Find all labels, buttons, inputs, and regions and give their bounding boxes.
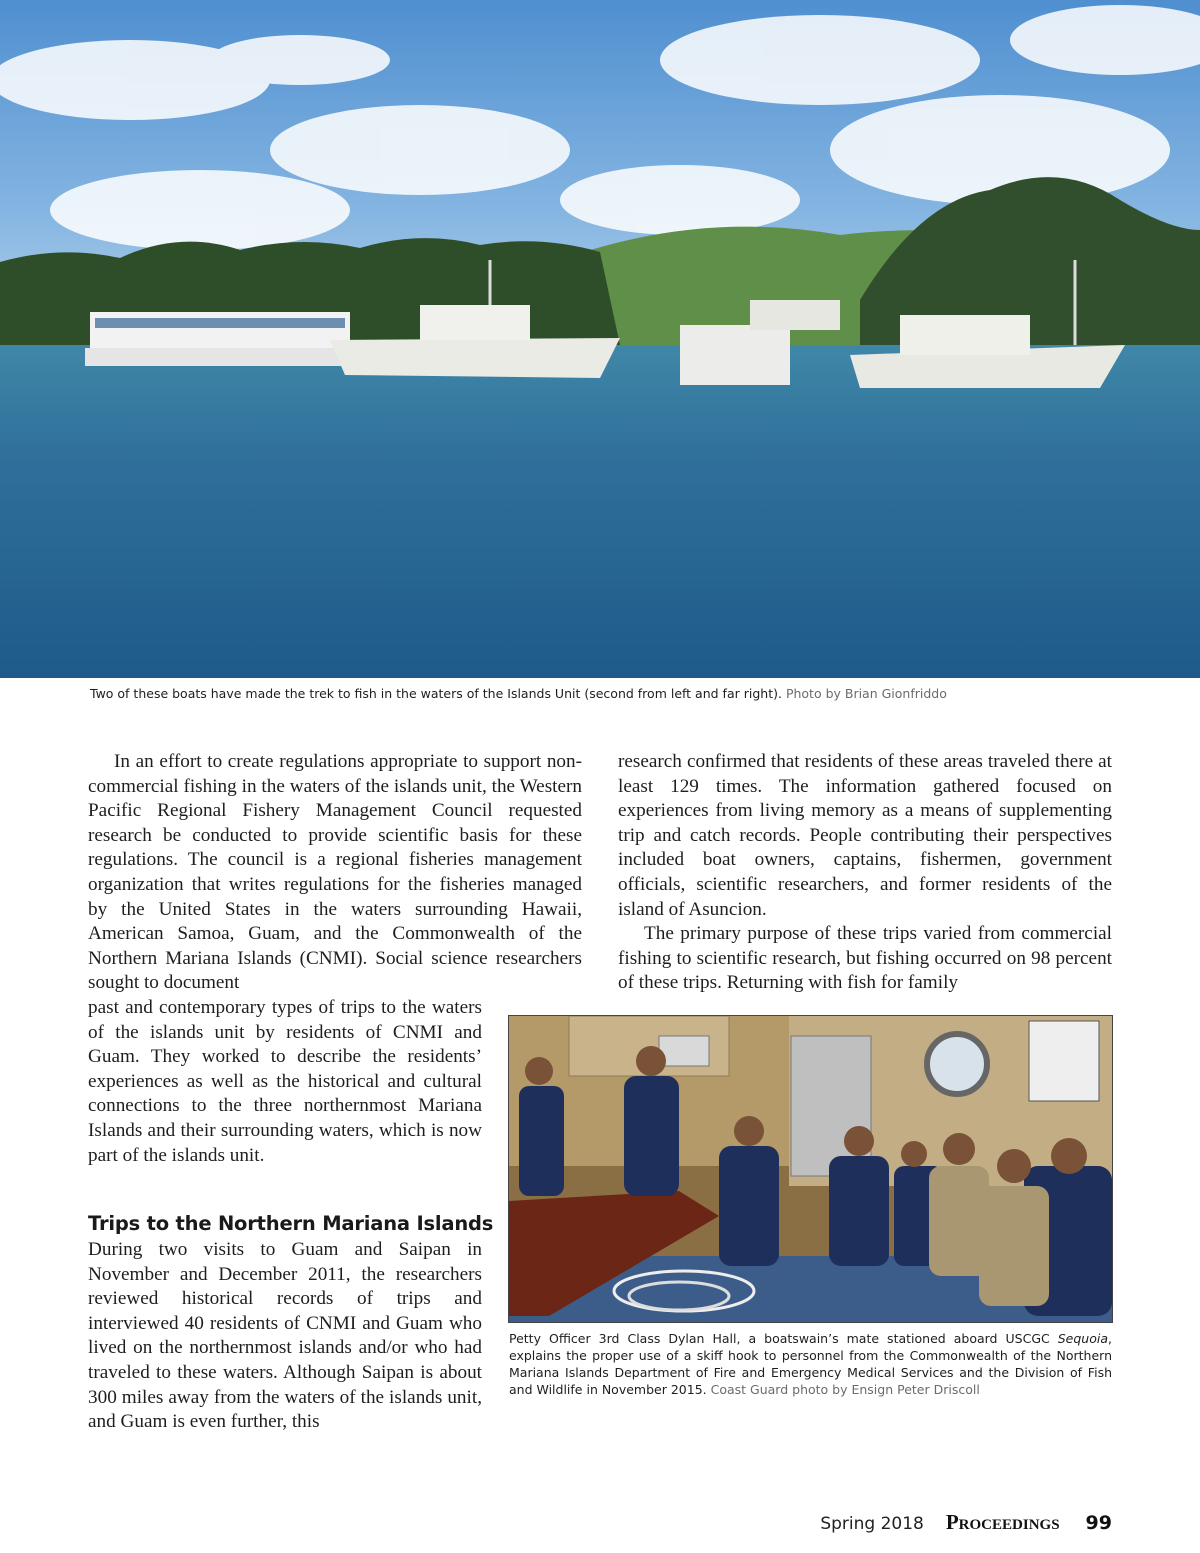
caption-text-continued: , explains the proper use of a skiff hook to personnel from the Commonwealth of the Northern Mariana Islands Department of Fire and Emergency Medical Services and the Division of Fish and Wildlife in November 2015. — [509, 1331, 1112, 1397]
harbor-photo — [0, 0, 1200, 678]
caption-text: Petty Officer 3rd Class Dylan Hall, a boatswain’s mate stationed aboard USCGC — [509, 1331, 1058, 1346]
body-paragraph-2: During two visits to Guam and Saipan in November and December 2011, the researchers reviewed historical records of trips and interviewed 40 residents of CNMI and Guam who lived on the northernmost islands and/or who had traveled to these waters. Although Saipan is about 300 miles away from the waters of the islands unit, and Guam is even further, this — [88, 1239, 482, 1433]
training-photo — [509, 1016, 1112, 1322]
vessel-name: Sequoia — [1057, 1331, 1109, 1346]
page-number: 99 — [1085, 1512, 1112, 1534]
body-paragraph-2-continued: research confirmed that residents of these areas traveled there at least 129 times. The information gathered focused on experiences from living memory as a means of supplementing trip and catch records. People contributing their perspectives included boat owners, captains, fishermen, government officials, scientific researchers, and former residents of the island of Asuncion. — [618, 751, 1112, 920]
body-paragraph-3: The primary purpose of these trips varied from commercial fishing to scientific research, but fishing occurred on 98 percent of these trips. Returning with fish for family — [618, 923, 1112, 994]
publication-title: Proceedings — [945, 1510, 1060, 1534]
harbor-photo-caption — [90, 686, 1140, 701]
photo-credit: Coast Guard photo by Ensign Peter Driscoll — [710, 1382, 980, 1397]
page-footer — [0, 1510, 1112, 1535]
section-heading: Trips to the Northern Mariana Islands — [88, 1212, 494, 1235]
body-paragraph-1: In an effort to create regulations appropriate to support non-commercial fishing in the waters of the islands unit, the Western Pacific Regional Fishery Management Council requested research be conducted to provide scientific basis for these regulations. The council is a regional fisheries management organization that writes regulations for the fisheries managed by the United States in the waters surrounding Hawaii, American Samoa, Guam, and the Commonwealth of the Northern Mariana Islands (CNMI). Social science researchers sought to document — [88, 751, 582, 994]
photo-credit: Photo by Brian Gionfriddo — [785, 686, 947, 701]
issue-season: Spring 2018 — [820, 1514, 924, 1534]
body-paragraph-1-continued: past and contemporary types of trips to the waters of the islands unit by residents of CNMI and Guam. They worked to describe the residents’ experiences as well as the historical and cultural connections to the three northernmost Mariana Islands and their surrounding waters, which is now part of the islands unit. — [88, 997, 482, 1166]
training-photo-caption — [509, 1330, 1112, 1398]
caption-text: Two of these boats have made the trek to fish in the waters of the Islands Unit (second from left and far right). — [90, 686, 782, 701]
